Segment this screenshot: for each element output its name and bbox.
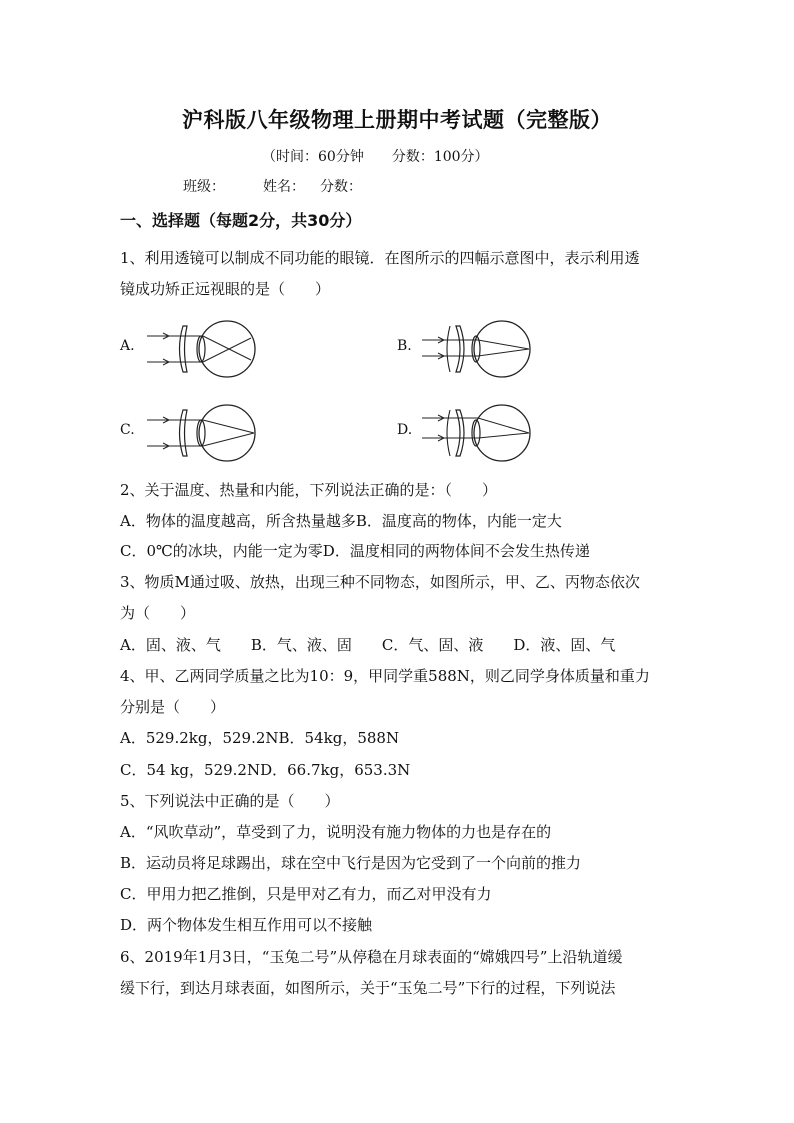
section-heading-choice: 一、选择题（每题2分，共30分） [120, 211, 362, 230]
q3-stem-line1: 3、物质M通过吸、放热，出现三种不同物态，如图所示，甲、乙、丙物态依次 [120, 573, 640, 591]
q4-stem-line2: 分别是（ ） [120, 698, 226, 716]
class-label: 班级： [183, 179, 225, 195]
q2-options-cd: C．0℃的冰块，内能一定为零D．温度相同的两物体间不会发生热传递 [120, 542, 590, 560]
q1-option-b-label: B. [397, 338, 412, 354]
q1-option-a-label: A. [120, 338, 135, 354]
q5-option-a: A．“风吹草动”，草受到了力，说明没有施力物体的力也是存在的 [120, 823, 552, 841]
q5-option-c: C．甲用力把乙推倒，只是甲对乙有力，而乙对甲没有力 [120, 885, 492, 903]
q1-option-c-label: C. [120, 422, 135, 438]
q5-option-d: D．两个物体发生相互作用可以不接触 [120, 916, 373, 934]
q2-options-ab: A．物体的温度越高，所含热量越多B．温度高的物体，内能一定大 [120, 512, 562, 530]
q3-options: A．固、液、气 B．气、液、固 C．气、固、液 D．液、固、气 [120, 636, 616, 654]
q1-stem-line1: 1、利用透镜可以制成不同功能的眼镜．在图所示的四幅示意图中，表示利用透 [120, 249, 640, 267]
eye-diagram-b [420, 316, 535, 382]
q5-stem: 5、下列说法中正确的是（ ） [120, 792, 340, 810]
q6-stem-line2: 缓下行，到达月球表面，如图所示，关于“玉兔二号”下行的过程，下列说法 [120, 979, 616, 997]
eye-diagram-d [420, 400, 535, 466]
eye-diagram-a [145, 316, 260, 382]
name-label: 姓名： [263, 179, 305, 195]
score-label: 分数： [320, 179, 362, 195]
q3-stem-line2: 为（ ） [120, 604, 196, 622]
page-title: 沪科版八年级物理上册期中考试题（完整版） [182, 108, 612, 132]
q4-options-ab: A．529.2kg，529.2NB．54kg，588N [120, 729, 400, 747]
q5-option-b: B．运动员将足球踢出，球在空中飞行是因为它受到了一个向前的推力 [120, 854, 582, 872]
q2-stem: 2、关于温度、热量和内能，下列说法正确的是：（ ） [120, 481, 498, 499]
q4-stem-line1: 4、甲、乙两同学质量之比为10：9，甲同学重588N，则乙同学身体质量和重力 [120, 667, 650, 685]
q6-stem-line1: 6、2019年1月3日，“玉兔二号”从停稳在月球表面的“嫦娥四号”上沿轨道缓 [120, 948, 623, 966]
time-score-info: （时间：60分钟 分数：100分） [262, 149, 489, 165]
q1-stem-line2: 镜成功矫正远视眼的是（ ） [120, 280, 331, 298]
eye-diagram-c [145, 400, 260, 466]
q4-options-cd: C．54 kg，529.2ND．66.7kg，653.3N [120, 761, 411, 779]
q1-option-d-label: D. [397, 422, 413, 438]
